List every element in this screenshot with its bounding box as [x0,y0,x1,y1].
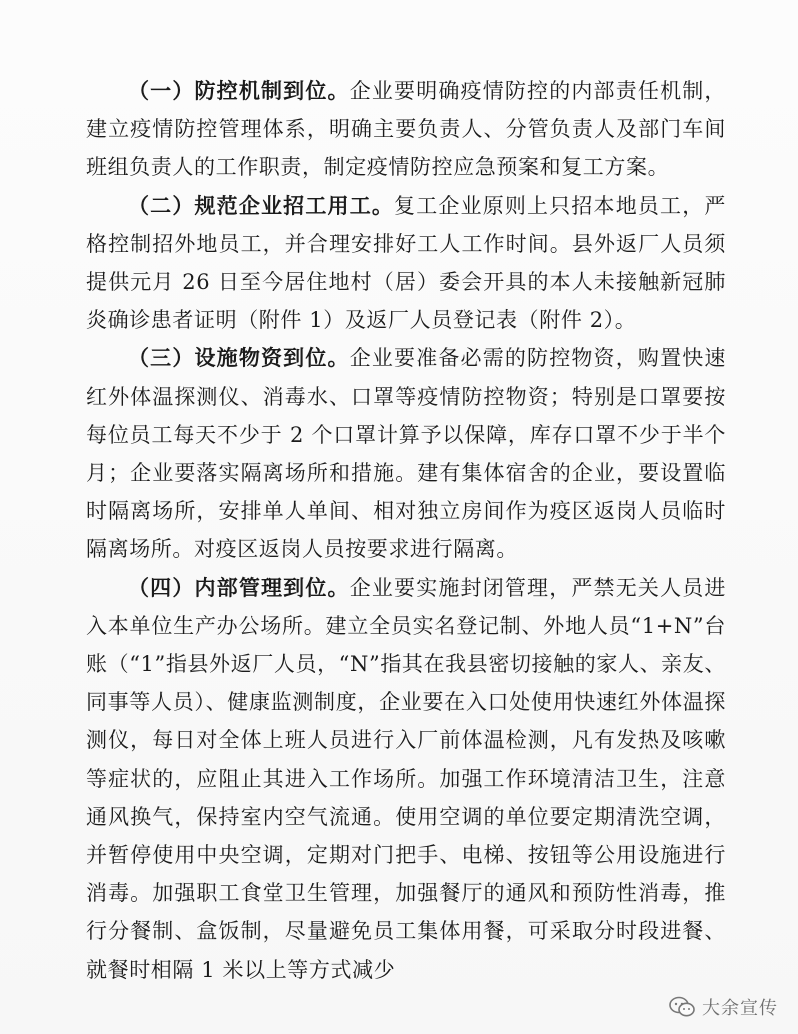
watermark-text: 大余宣传 [702,998,778,1019]
paragraph-4-text: 企业要实施封闭管理，严禁无关人员进入本单位生产办公场所。建立全员实名登记制、外地人员“1+N”台账（“1”指县外返厂人员，“N”指其在我县密切接触的家人、亲友、同事等人员）、健康监测制度，企业要在入口处使用快速红外体温探测仪，每日对全体上班人员进行入厂前体温检测，凡有发热及咳嗽等症状的，应阻止其进入工作场所。加强工作环境清洁卫生，注意通风换气，保持室内空气流通。使用空调的单位要定期清洗空调，并暂停使用中央空调，定期对门把手、电梯、按钮等公用设施进行消毒。加强职工食堂卫生管理，加强餐厅的通风和预防性消毒，推行分餐制、盒饭制，尽量避免员工集体用餐，可采取分时段进餐、就餐时相隔 1 米以上等方式减少 [86,575,727,982]
paragraph-2-text: 复工企业原则上只招本地员工，严格控制招外地员工，并合理安排好工人工作时间。县外返厂人员须提供元月 26 日至今居住地村（居）委会开具的本人未接触新冠肺炎确诊患者证明（附件 1）及返厂人员登记表（附件 2）。 [86,193,726,333]
paragraph-2-heading: （二）规范企业招工用工。 [128,192,395,218]
paragraph-1-text: 企业要明确疫情防控的内部责任机制，建立疫情防控管理体系，明确主要负责人、分管负责人及部门车间班组负责人的工作职责，制定疫情防控应急预案和复工方案。 [86,79,727,180]
watermark [668,994,778,1020]
paragraph-3-heading: （三）设施物资到位。 [128,345,350,371]
paragraph-3 [86,339,726,568]
document-body [86,72,726,989]
paragraph-2 [86,187,726,340]
paragraph-4 [86,569,726,989]
paragraph-1 [86,72,726,187]
paragraph-4-heading: （四）内部管理到位。 [128,574,350,600]
paragraph-1-heading: （一）防控机制到位。 [128,78,350,103]
wechat-icon [668,996,696,1018]
paragraph-3-text: 企业要准备必需的防控物资，购置快速红外体温探测仪、消毒水、口罩等疫情防控物资；特别是口罩要按每位员工每天不少于 2 个口罩计算予以保障，库存口罩不少于半个月；企业要落实隔离场所和措施。建有集体宿舍的企业，要设置临时隔离场所，安排单人单间、相对独立房间作为疫区返岗人员临时隔离场所。对疫区返岗人员按要求进行隔离。 [86,346,727,562]
